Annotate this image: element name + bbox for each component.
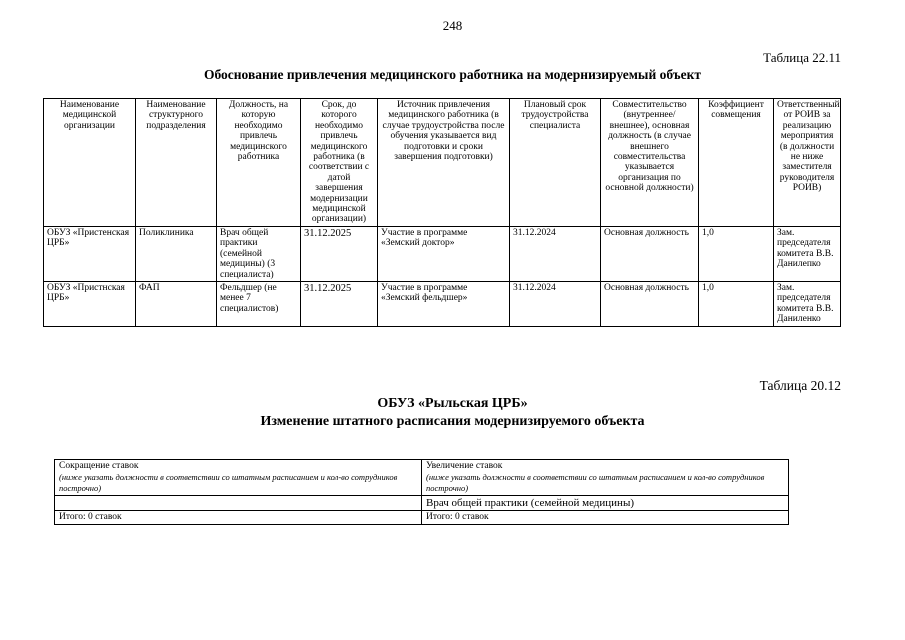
column-header: Наименование структурного подразделения bbox=[136, 99, 217, 227]
table-header-row bbox=[55, 460, 789, 496]
table-row bbox=[55, 496, 789, 511]
increase-header: Увеличение ставок bbox=[426, 461, 503, 471]
table-cell: 31.12.2024 bbox=[510, 281, 601, 326]
column-header: Плановый срок трудоустройства специалиста bbox=[510, 99, 601, 227]
table-label: Таблица 22.11 bbox=[763, 50, 841, 65]
table-cell: ФАП bbox=[136, 281, 217, 326]
table-cell: Фельдшер (не менее 7 специалистов) bbox=[217, 281, 301, 326]
table-cell: Участие в программе «Земский доктор» bbox=[378, 226, 510, 281]
reduction-header: Сокращение ставок bbox=[59, 461, 139, 471]
increase-note: (ниже указать должности в соответствии со штатным расписанием и кол-во сотрудников построчно) bbox=[426, 472, 765, 493]
table-row bbox=[44, 226, 841, 281]
reduction-total: Итого: 0 ставок bbox=[55, 511, 422, 525]
table-title: Изменение штатного расписания модернизируемого объекта bbox=[260, 414, 645, 429]
table-cell: Основная должность bbox=[601, 281, 699, 326]
column-header: Источник привлечения медицинского работника (в случае трудоустройства после обучения указывается вид подготовки и сроки завершения подготовки) bbox=[378, 99, 510, 227]
table-cell: 31.12.2025 bbox=[301, 281, 378, 326]
table-cell bbox=[55, 496, 422, 511]
increase-header-cell bbox=[422, 460, 789, 496]
reduction-note: (ниже указать должности в соответствии со штатным расписанием и кол-во сотрудников построчно) bbox=[59, 472, 398, 493]
column-header: Коэффициент совмещения bbox=[699, 99, 774, 227]
table-cell: 31.12.2024 bbox=[510, 226, 601, 281]
table-cell: 1,0 bbox=[699, 226, 774, 281]
table-label: Таблица 20.12 bbox=[759, 378, 841, 393]
column-header: Срок, до которого необходимо привлечь медицинского работника (в соответствии с датой завершения модернизации медицинской организации) bbox=[301, 99, 378, 227]
table-total-row bbox=[55, 511, 789, 525]
column-header: Совместительство (внутреннее/внешнее), основная должность (в случае внешнего совместительства указывается организация по основной должности) bbox=[601, 99, 699, 227]
staffing-justification-table bbox=[43, 98, 841, 327]
table-cell: Врач общей практики (семейной медицины) (3 специалиста) bbox=[217, 226, 301, 281]
table-cell: Участие в программе «Земский фельдшер» bbox=[378, 281, 510, 326]
reduction-header-cell bbox=[55, 460, 422, 496]
table-row bbox=[44, 281, 841, 326]
table-title: Обоснование привлечения медицинского работника на модернизируемый объект bbox=[203, 67, 702, 82]
table-cell: ОБУЗ «Пристенская ЦРБ» bbox=[44, 226, 136, 281]
column-header: Ответственный от РОИВ за реализацию мероприятия (в должности не ниже заместителя руководителя РОИВ) bbox=[774, 99, 841, 227]
table-cell: 1,0 bbox=[699, 281, 774, 326]
table-cell: Поликлиника bbox=[136, 226, 217, 281]
table-cell: Врач общей практики (семейной медицины) bbox=[422, 496, 789, 511]
increase-total: Итого: 0 ставок bbox=[422, 511, 789, 525]
page-number: 248 bbox=[442, 18, 463, 33]
organization-title: ОБУЗ «Рыльская ЦРБ» bbox=[377, 396, 528, 411]
table-cell: Основная должность bbox=[601, 226, 699, 281]
staffing-changes-table bbox=[54, 459, 789, 525]
table-cell: ОБУЗ «Пристнская ЦРБ» bbox=[44, 281, 136, 326]
column-header: Должность, на которую необходимо привлечь медицинского работника bbox=[217, 99, 301, 227]
table-cell: Зам. председателя комитета В.В. Даниленко bbox=[774, 281, 841, 326]
table-header-row bbox=[44, 99, 841, 227]
table-cell: Зам. председателя комитета В.В. Данилепко bbox=[774, 226, 841, 281]
column-header: Наименование медицинской организации bbox=[44, 99, 136, 227]
table-cell: 31.12.2025 bbox=[301, 226, 378, 281]
